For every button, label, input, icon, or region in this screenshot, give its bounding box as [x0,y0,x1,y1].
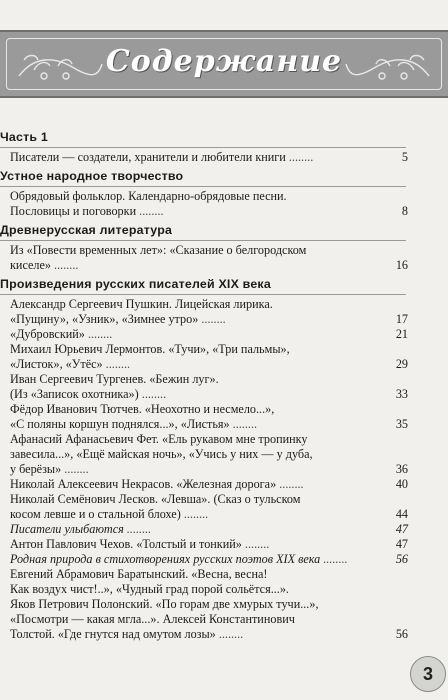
toc-entry [0,297,412,312]
leader-dots: ........ [123,522,152,536]
toc-page-number: 8 [401,204,408,218]
toc-page-number: 33 [395,387,408,401]
section-divider [0,294,406,295]
toc-page-number: 5 [401,150,408,164]
toc-entry [0,204,412,219]
toc-entry-text: Писатели — создатели, хранители и любители книги [10,150,286,164]
section-divider [0,147,406,148]
toc-entry [0,447,412,462]
leader-dots: ........ [215,627,244,641]
toc-entry-text: Родная природа в стихотворениях русских поэтов XIX века [10,552,321,566]
toc-entry [0,372,412,387]
toc-page-number: 40 [395,477,408,491]
floral-ornament-right-icon [344,46,434,86]
toc-entry-text: Из «Повести временных лет»: «Сказание о белгородском [10,243,307,257]
leader-dots: ........ [51,258,79,272]
toc-entry-text: Николай Алексеевич Некрасов. «Железная дорога» [10,477,277,491]
toc-page-number: 21 [395,327,408,341]
toc-section-heading [0,223,412,238]
toc-section-heading [0,130,412,145]
toc-entry-text: Толстой. «Где гнутся над омутом лозы» [10,627,216,641]
toc-entry [0,417,412,432]
toc-entry-text: Фёдор Иванович Тютчев. «Неохотно и несмело...», [10,402,275,416]
toc-entry-text: Устное народное творчество [0,169,184,183]
toc-entry-text: киселе» [10,258,51,272]
toc-entry [0,627,412,642]
toc-page-number: 44 [395,507,408,521]
toc-page-number: 29 [395,357,408,371]
toc-page-number: 16 [395,258,408,272]
toc-entry-text: Иван Сергеевич Тургенев. «Бежин луг». [10,372,219,386]
leader-dots: ........ [136,204,164,218]
toc-entry [0,462,412,477]
toc-entry [0,582,412,597]
leader-dots: ........ [285,150,314,164]
leader-dots: ........ [180,507,209,521]
toc-entry-text: (Из «Записок охотника») [10,387,139,401]
page-title: Содержание [105,44,343,79]
toc-entry-text: Михаил Юрьевич Лермонтов. «Тучи», «Три пальмы», [10,342,290,356]
toc-page-number: 35 [395,417,408,431]
toc-page-number: 36 [395,462,408,476]
toc-entry [0,432,412,447]
toc-section-heading [0,169,412,184]
toc-entry [0,477,412,492]
toc-entry-text: Часть 1 [0,130,48,144]
toc-entry [0,258,412,273]
leader-dots: ........ [229,417,258,431]
toc-entry [0,537,412,552]
toc-entry [0,522,412,537]
leader-dots: ........ [320,552,348,566]
toc-entry-text: завесила...», «Ещё майская ночь», «Учись у них — у дуба, [10,447,313,461]
toc-page-number: 47 [395,522,408,536]
toc-entry-text: Александр Сергеевич Пушкин. Лицейская лирика. [10,297,273,311]
toc-entry-text: Евгений Абрамович Баратынский. «Весна, весна! [10,567,268,581]
toc-entry [0,189,412,204]
toc-entry-text: Как воздух чист!..», «Чудный град порой сольётся...». [10,582,289,596]
toc-entry-text: «Посмотри — какая мгла...». Алексей Константинович [10,612,295,626]
leader-dots: ........ [84,327,113,341]
toc-entry [0,357,412,372]
toc-entry [0,492,412,507]
toc-entry-text: у берёзы» [10,462,62,476]
toc-entry-text: Яков Петрович Полонский. «По горам две хмурых тучи...», [10,597,319,611]
toc-entry [0,150,412,165]
toc-entry-text: «Пущину», «Узник», «Зимнее утро» [10,312,199,326]
toc-entry [0,327,412,342]
toc-page-number: 56 [395,552,408,566]
toc-entry-text: Произведения русских писателей XIX века [0,277,271,291]
section-divider [0,240,406,241]
toc-entry-text: Писатели улыбаются [10,522,124,536]
leader-dots: ........ [198,312,226,326]
leader-dots: ........ [61,462,89,476]
title-banner [0,30,448,98]
section-divider [0,186,406,187]
toc-entry [0,507,412,522]
toc-entry-text: «Листок», «Утёс» [10,357,103,371]
page-number-badge: 3 [410,656,446,692]
toc-entry-text: Древнерусская литература [0,223,173,237]
toc-page-number: 56 [395,627,408,641]
toc-entry-text: Антон Павлович Чехов. «Толстый и тонкий» [10,537,242,551]
toc-entry [0,597,412,612]
toc-section-heading [0,277,412,292]
toc-entry [0,552,412,567]
toc-entry-text: «Дубровский» [10,327,85,341]
toc-entry-text: «С поляны коршун поднялся...», «Листья» [10,417,230,431]
toc-entry [0,612,412,627]
leader-dots: ........ [241,537,270,551]
toc-entry-text: Афанасий Афанасьевич Фет. «Ель рукавом мне тропинку [10,432,308,446]
leader-dots: ........ [102,357,131,371]
toc-entry-text: косом левше и о стальной блохе) [10,507,181,521]
toc-entry-text: Николай Семёнович Лесков. «Левша». (Сказ о тульском [10,492,301,506]
table-of-contents [0,130,412,642]
toc-entry [0,342,412,357]
leader-dots: ........ [276,477,304,491]
toc-page-number: 17 [395,312,408,326]
toc-entry-text: Пословицы и поговорки [10,204,137,218]
toc-entry-text: Обрядовый фольклор. Календарно-обрядовые песни. [10,189,287,203]
toc-entry [0,387,412,402]
toc-page-number: 47 [395,537,408,551]
toc-entry [0,567,412,582]
toc-entry [0,312,412,327]
toc-entry [0,243,412,258]
leader-dots: ........ [138,387,167,401]
toc-entry [0,402,412,417]
